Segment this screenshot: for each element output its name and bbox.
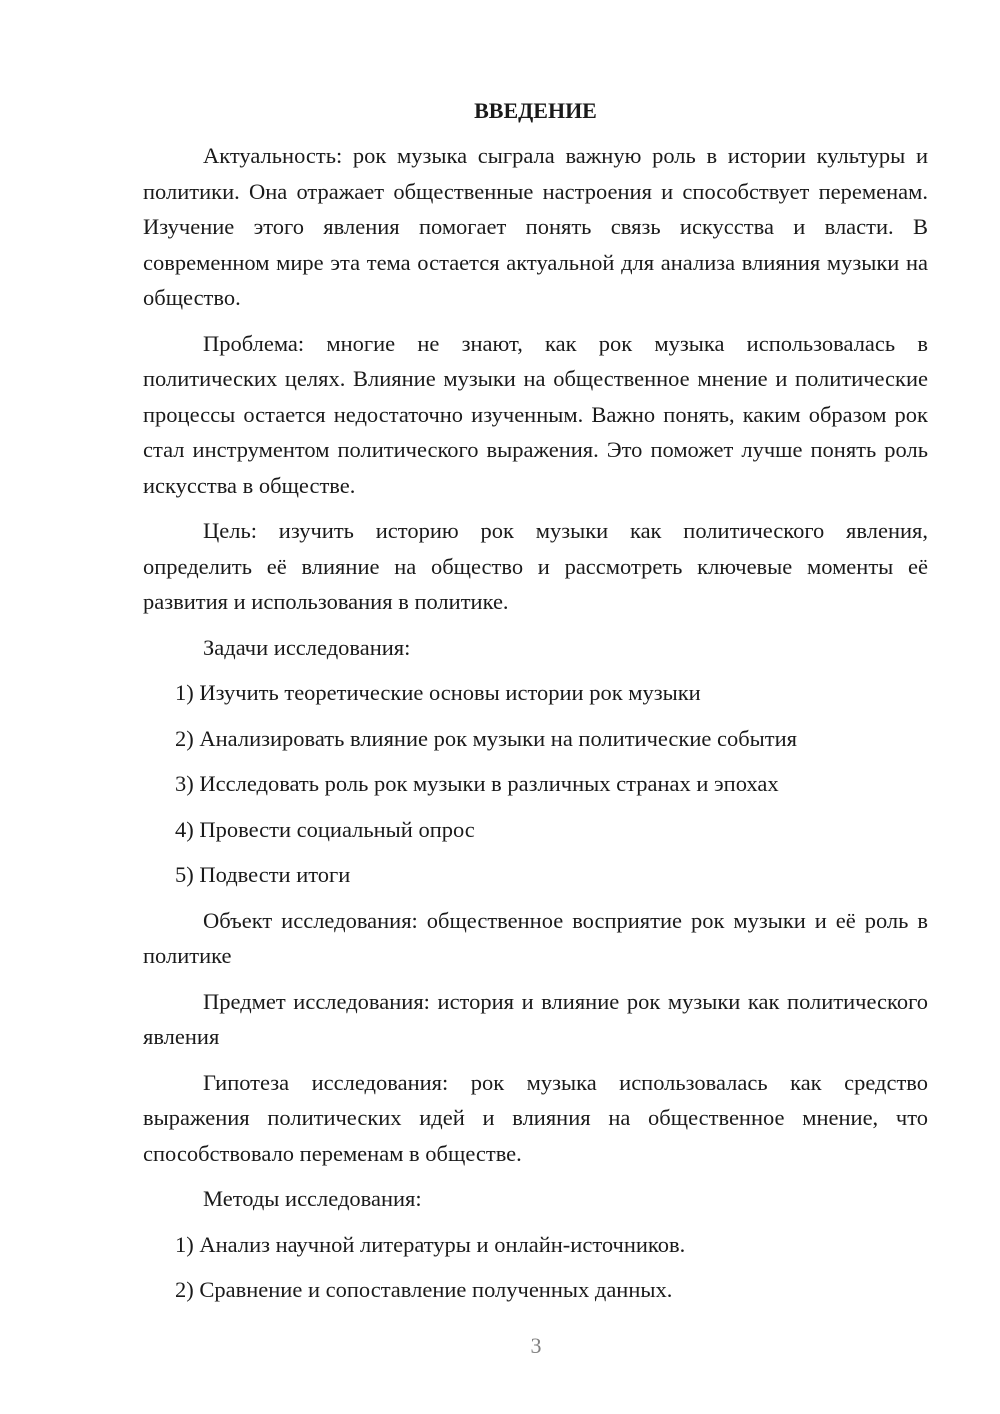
page-number: 3 <box>530 1333 542 1358</box>
methods-title: Методы исследования: <box>203 1186 422 1211</box>
hypothesis-paragraph: Гипотеза исследования: рок музыка использовалась как средство выражения политических идей и влияния на общественное мнение, что способствовало переменам в обществе. <box>143 1069 928 1166</box>
problem-paragraph: Проблема: многие не знают, как рок музыка использовалась в политических целях. Влияние музыки на общественное мнение и политические процессы остается недостаточно изученным. Важно понять, каким образом рок стал инструментом политического выражения. Это поможет лучше понять роль искусства в обществе. <box>143 330 928 498</box>
page-content <box>143 96 928 1318</box>
task-item: 4) Провести социальный опрос <box>175 816 475 842</box>
method-item: 2) Сравнение и сопоставление полученных данных. <box>175 1277 673 1302</box>
task-item: 2) Анализировать влияние рок музыки на политические события <box>175 725 798 751</box>
task-item: 5) Подвести итоги <box>175 862 351 887</box>
page-heading: ВВЕДЕНИЕ <box>474 98 597 123</box>
object-paragraph: Объект исследования: общественное восприятие рок музыки и её роль в политике <box>143 907 928 968</box>
tasks-title: Задачи исследования: <box>203 634 411 660</box>
goal-paragraph: Цель: изучить историю рок музыки как политического явления, определить её влияние на общество и рассмотреть ключевые моменты её развития и использования в политике. <box>143 518 928 614</box>
task-item: 3) Исследовать роль рок музыки в различных странах и эпохах <box>175 771 779 796</box>
relevance-paragraph: Актуальность: рок музыка сыграла важную роль в истории культуры и политики. Она отражает общественные настроения и способствует переменам. Изучение этого явления помогает понять связь искусства и власти. В современном мире эта тема остается актуальной для анализа влияния музыки на общество. <box>143 143 928 310</box>
subject-paragraph: Предмет исследования: история и влияние рок музыки как политического явления <box>143 988 928 1049</box>
task-item: 1) Изучить теоретические основы истории рок музыки <box>175 680 701 705</box>
method-item: 1) Анализ научной литературы и онлайн-источников. <box>175 1231 686 1257</box>
